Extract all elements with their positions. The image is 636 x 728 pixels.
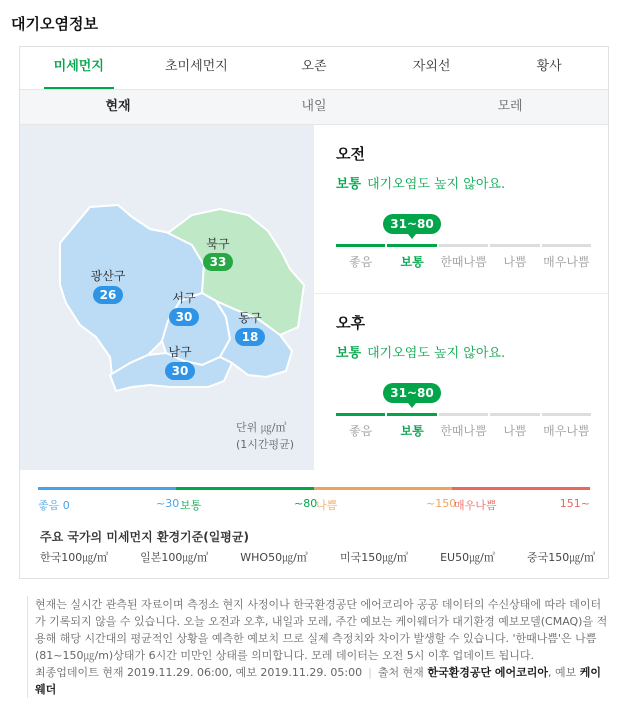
scale-normal: 보통: [387, 244, 436, 270]
forecast-am-title: 오전: [336, 145, 365, 163]
region-label-seo: 서구: [172, 291, 196, 305]
scale-very-bad: 매우나쁨: [542, 244, 591, 270]
forecast-am: [336, 143, 591, 293]
forecast-pm-range: 31~80: [383, 383, 441, 403]
legend-max: 151~: [559, 497, 590, 510]
region-label-nam: 남구: [168, 345, 192, 359]
standard-usa: 미국150㎍/㎥: [339, 551, 408, 564]
standards-list: [40, 549, 595, 565]
scale-good: 좋음: [336, 244, 385, 270]
unit-note: [236, 419, 294, 453]
legend-very-bad: 매우나쁨: [454, 499, 497, 512]
day-tabs: [20, 89, 608, 125]
page-title: 대기오염정보: [11, 15, 98, 33]
scale-normal: 보통: [387, 413, 436, 439]
forecast-pm-desc: 대기오염도 높지 않아요.: [367, 346, 506, 361]
forecast-pm-grade: 보통: [336, 346, 362, 361]
standards-title-text: 주요 국가의 미세먼지 환경기준: [40, 530, 204, 544]
tab-pm25[interactable]: 초미세먼지: [164, 59, 228, 74]
tab-yellow-dust[interactable]: 황사: [536, 59, 562, 74]
scale-bad: 나쁨: [490, 413, 539, 439]
legend-color-bar: [38, 487, 590, 490]
pollutant-tabs: [20, 47, 608, 89]
standard-eu: EU50㎍/㎥: [440, 551, 495, 564]
tab-tomorrow[interactable]: 내일: [301, 99, 327, 114]
forecast-am-grade: 보통: [336, 177, 362, 192]
scale-very-bad: 매우나쁨: [542, 413, 591, 439]
region-value-seo[interactable]: 30: [169, 308, 199, 326]
standards-title: [40, 528, 249, 545]
source-airkorea-link[interactable]: 한국환경공단 에어코리아: [427, 666, 549, 679]
forecast-divider: [314, 293, 608, 294]
region-value-buk[interactable]: 33: [203, 253, 233, 271]
scale-temp-bad: 한때나쁨: [439, 244, 488, 270]
source-prefix: 출처 현재: [377, 666, 424, 679]
region-value-gwangsan[interactable]: 26: [93, 286, 123, 304]
legend-bar-bad: [314, 487, 452, 490]
legend-bar-good: [38, 487, 176, 490]
scale-temp-bad: 한때나쁨: [439, 413, 488, 439]
forecast-pm-title: 오후: [336, 314, 365, 332]
region-label-buk: 북구: [206, 237, 230, 251]
standard-japan: 일본100㎍/㎥: [140, 551, 209, 564]
source-kweather-link[interactable]: 케이웨더: [35, 666, 602, 696]
standard-china: 중국150㎍/㎥: [527, 551, 595, 564]
scale-good: 좋음: [336, 413, 385, 439]
standard-korea: 한국100㎍/㎥: [40, 551, 108, 564]
legend-bar-very-bad: [452, 487, 590, 490]
tab-uv[interactable]: 자외선: [412, 59, 451, 74]
tab-day-after-tomorrow[interactable]: 모레: [497, 99, 523, 114]
legend-very-bad-min: ~150: [426, 497, 457, 510]
legend-bar-normal: [176, 487, 314, 490]
legend-bad-min: ~80: [294, 497, 318, 510]
legend-bad: 나쁨: [316, 499, 338, 512]
data-notice: [27, 596, 610, 698]
forecast-am-range: 31~80: [383, 214, 441, 234]
legend-labels: [38, 497, 590, 515]
region-label-dong: 동구: [238, 311, 262, 325]
legend-normal-min: ~30: [156, 497, 180, 510]
legend-normal: 보통: [180, 499, 202, 512]
forecast-am-status: [336, 173, 591, 192]
legend-good: 좋음 0: [38, 499, 70, 512]
grade-legend: [38, 487, 590, 515]
notice-footer: [35, 664, 610, 698]
unit-label: 단위 ㎍/㎥: [236, 421, 287, 434]
source-mid: , 예보: [548, 666, 577, 679]
region-map: [20, 125, 314, 470]
tab-pm10[interactable]: 미세먼지: [20, 47, 138, 89]
forecast-am-scale: [336, 244, 591, 270]
standards-title-sub: (일평균): [203, 530, 249, 544]
footer-separator: |: [368, 666, 372, 679]
region-label-gwangsan: 광산구: [90, 269, 126, 283]
tab-now[interactable]: 현재: [105, 99, 131, 114]
region-value-nam[interactable]: 30: [165, 362, 195, 380]
forecast-pm-status: [336, 342, 591, 361]
air-quality-card: [19, 46, 609, 579]
standard-who: WHO50㎍/㎥: [240, 551, 308, 564]
tab-ozone[interactable]: 오존: [301, 59, 327, 74]
notice-text: 현재는 실시간 관측된 자료이며 측정소 현지 사정이나 한국환경공단 에어코리아 공공 데이터의 수신상태에 따라 데이터가 기록되지 않을 수 있습니다. 오늘 오전과 오후, 내일과 모레, 주간 예보는 케이웨더가 대기환경 예보모델(CMAQ)을 적용해 해당 시간대의 평균적인 상황을 예측한 예보치 므로 실제 측정치와 차이가 발생할 수 있습니다. '한때나쁨'은 나쁨(81~150㎍/m)상태가 6시간 미만인 상태를 의미합니다. 모레 데이터는 오전 5시 이후 업데이트 됩니다.: [35, 598, 608, 662]
forecast-pm-scale: [336, 413, 591, 439]
unit-average-label: (1시간평균): [236, 438, 295, 451]
last-updated: 최종업데이트 현재 2019.11.29. 06:00, 예보 2019.11.29. 05:00: [35, 666, 363, 679]
forecast-am-desc: 대기오염도 높지 않아요.: [367, 177, 506, 192]
region-value-dong[interactable]: 18: [235, 328, 265, 346]
forecast-pm: [336, 312, 591, 462]
forecast-panel: [314, 125, 608, 470]
scale-bad: 나쁨: [490, 244, 539, 270]
